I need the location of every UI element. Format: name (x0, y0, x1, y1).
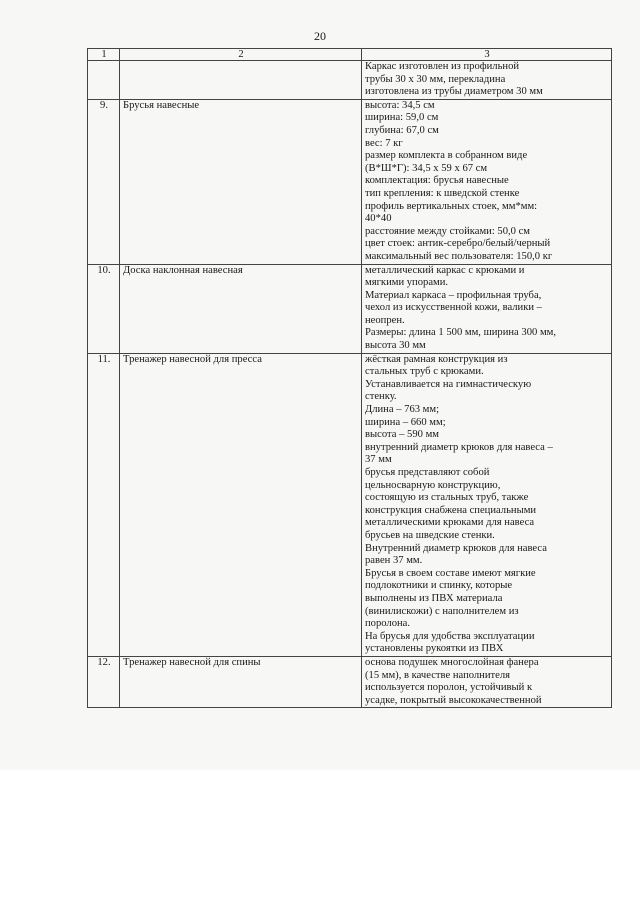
description-line: комплектация: брусья навесные (365, 175, 509, 187)
column-header: 3 (362, 49, 612, 61)
description-line: ширина: 59,0 см (365, 112, 439, 124)
description-line: основа подушек многослойная фанера (365, 656, 539, 668)
item-name: Доска наклонная навесная (120, 264, 362, 353)
description-line: 40*40 (365, 213, 392, 225)
description-line: профиль вертикальных стоек, мм*мм: (365, 200, 538, 212)
item-name: Тренажер навесной для спины (120, 656, 362, 707)
item-description (362, 99, 612, 264)
description-line: цвет стоек: антик-серебро/белый/черный (365, 238, 551, 250)
description-line: высота: 34,5 см (365, 99, 435, 111)
table-row (88, 353, 612, 656)
description-line: стальных труб с крюками. (365, 366, 484, 378)
row-number: 11. (88, 353, 120, 656)
table-header-row (88, 49, 612, 61)
item-description (362, 61, 612, 100)
specification-table (87, 48, 612, 708)
item-name (120, 61, 362, 100)
description-line: (15 мм), в качестве наполнителя (365, 669, 511, 681)
table-row (88, 61, 612, 100)
description-line: используется поролон, устойчивый к (365, 682, 533, 694)
description-line: 37 мм (365, 454, 392, 466)
page-number: 20 (314, 29, 326, 43)
description-line: ширина – 660 мм; (365, 416, 446, 428)
description-line: поролона. (365, 618, 411, 630)
item-description (362, 264, 612, 353)
description-line: Устанавливается на гимнастическую (365, 378, 532, 390)
description-line: Длина – 763 мм; (365, 404, 440, 416)
item-description (362, 656, 612, 707)
description-line: равен 37 мм. (365, 555, 423, 567)
description-line: Каркас изготовлен из профильной (365, 61, 520, 72)
description-line: неопрен. (365, 314, 405, 326)
description-line: подлокотники и спинку, которые (365, 580, 513, 592)
description-line: трубы 30 х 30 мм, перекладина (365, 73, 506, 85)
description-line: Внутренний диаметр крюков для навеса (365, 542, 547, 554)
description-line: выполнены из ПВХ материала (365, 592, 503, 604)
description-line: жёсткая рамная конструкция из (365, 353, 508, 365)
table-row (88, 264, 612, 353)
description-line: Материал каркаса – профильная труба, (365, 289, 542, 301)
description-line: усадке, покрытый высококачественной (365, 694, 542, 706)
description-line: вес: 7 кг (365, 137, 403, 149)
description-line: тип крепления: к шведской стенке (365, 187, 520, 199)
description-line: изготовлена из трубы диаметром 30 мм (365, 86, 543, 98)
row-number: 9. (88, 99, 120, 264)
row-number: 10. (88, 264, 120, 353)
column-header: 1 (88, 49, 120, 61)
description-line: максимальный вес пользователя: 150,0 кг (365, 250, 553, 262)
description-line: внутренний диаметр крюков для навеса – (365, 441, 553, 453)
description-line: брусья представляют собой (365, 467, 490, 478)
item-name: Тренажер навесной для пресса (120, 353, 362, 656)
description-line: мягкими упорами. (365, 277, 449, 289)
description-line: (В*Ш*Г): 34,5 х 59 х 67 см (365, 162, 488, 174)
table-row (88, 656, 612, 707)
description-line: брусьев на шведские стенки. (365, 529, 495, 541)
description-line: расстояние между стойками: 50,0 см (365, 225, 531, 237)
description-line: металлическими крюками для навеса (365, 517, 535, 529)
description-line: металлический каркас с крюками и (365, 264, 525, 276)
page-margin (0, 770, 640, 905)
description-line: конструкция снабжена специальными (365, 504, 537, 516)
description-line: (винилискожи) с наполнителем из (365, 605, 519, 617)
description-line: чехол из искусственной кожи, валики – (365, 302, 542, 314)
row-number (88, 61, 120, 100)
description-line: цельносварную конструкцию, (365, 479, 501, 491)
description-line: размер комплекта в собранном виде (365, 150, 528, 162)
description-line: На брусья для удобства эксплуатации (365, 630, 535, 642)
description-line: глубина: 67,0 см (365, 124, 439, 136)
item-name: Брусья навесные (120, 99, 362, 264)
description-line: высота 30 мм (365, 340, 426, 352)
description-line: стенку. (365, 391, 397, 403)
description-line: состоящую из стальных труб, также (365, 492, 529, 504)
table-row (88, 99, 612, 264)
description-line: высота – 590 мм (365, 429, 439, 441)
column-header: 2 (120, 49, 362, 61)
description-line: Брусья в своем составе имеют мягкие (365, 567, 536, 579)
description-line: установлены рукоятки из ПВХ (365, 643, 504, 655)
row-number: 12. (88, 656, 120, 707)
description-line: Размеры: длина 1 500 мм, ширина 300 мм, (365, 327, 557, 339)
item-description (362, 353, 612, 656)
